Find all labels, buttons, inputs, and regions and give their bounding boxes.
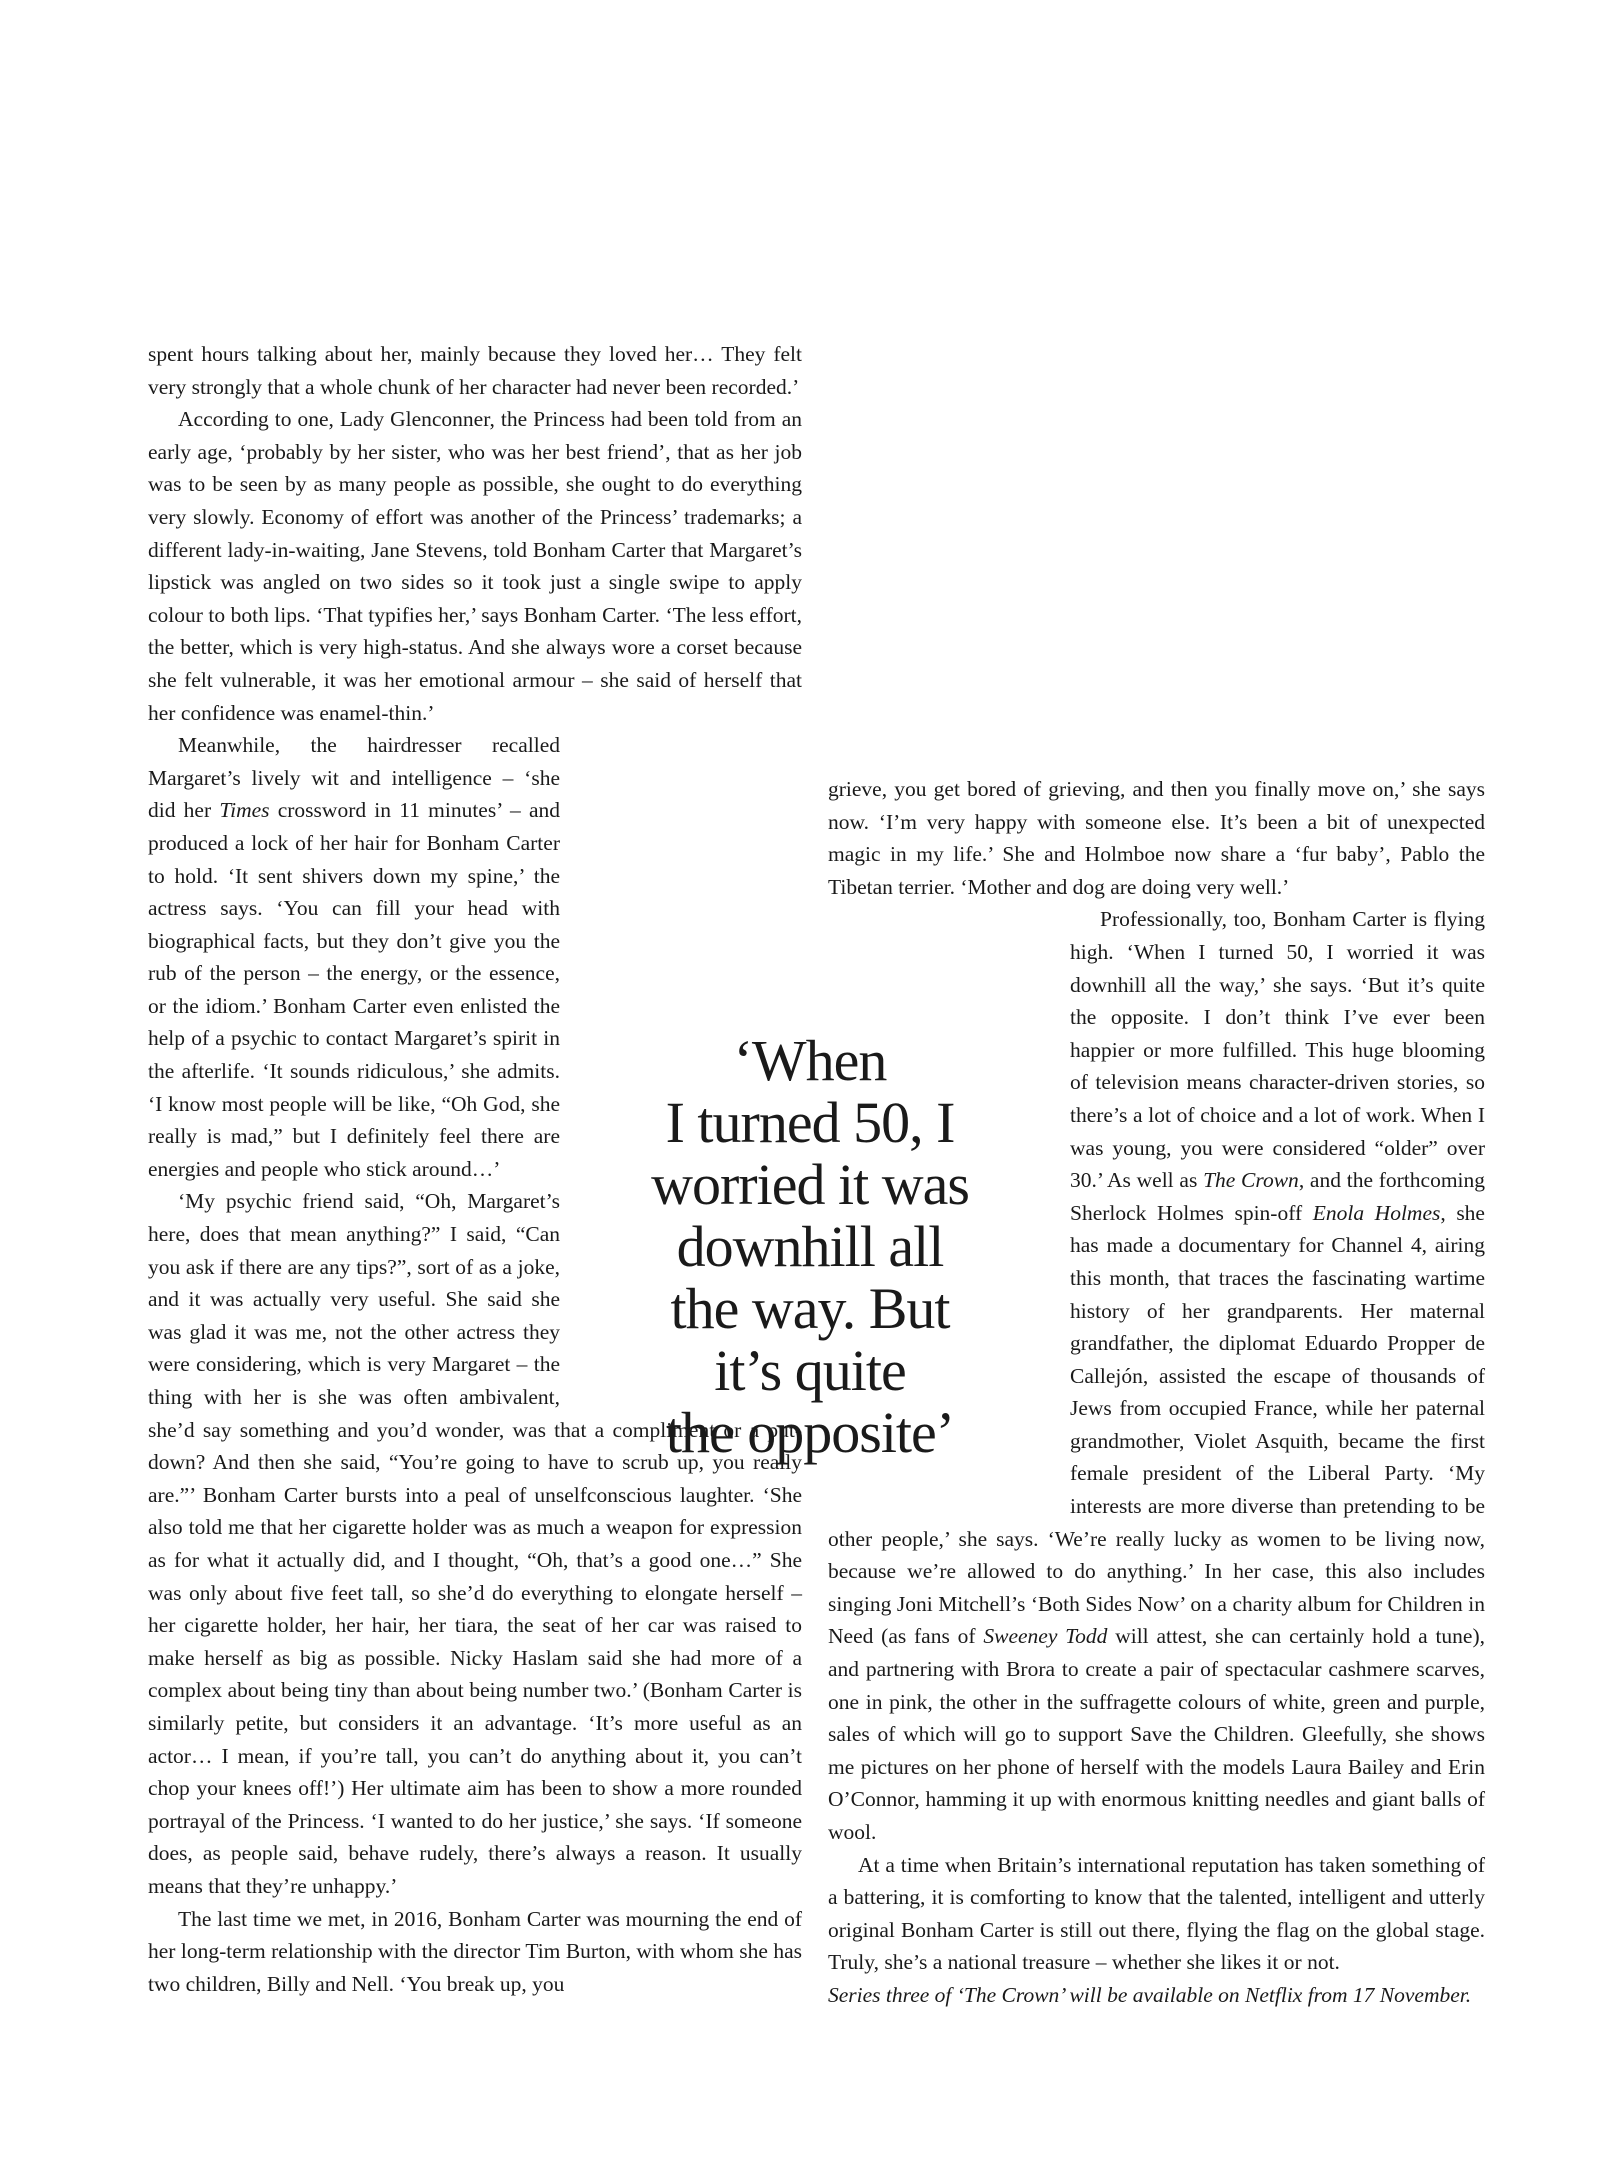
right-paragraph-2-italic-2: Enola Holmes bbox=[1312, 1200, 1441, 1225]
right-paragraph-2-italic-3: Sweeney Todd bbox=[983, 1624, 1108, 1649]
right-column bbox=[828, 773, 1485, 2012]
left-paragraph-3-a: Meanwhile, the hairdresser recalled Margaret’s lively wit and intelligence – ‘she did her bbox=[148, 733, 560, 823]
pull-quote-line: I turned 50, I bbox=[665, 1090, 955, 1155]
left-paragraph-5: The last time we met, in 2016, Bonham Carter was mourning the end of her long-term relationship with the director Tim Burton, with whom she has two children, Billy and Nell. ‘You break up, you bbox=[148, 1906, 802, 1996]
left-paragraph-3-b: crossword in 11 minutes’ – and produced a lock of her hair for Bonham Carter to hold. ‘It sent shivers down my spine,’ the actress says. ‘You can fill your head with biographical facts, but they don’t give you the rub of the person – the energy, or the essence, or the idiom.’ Bonham Carter even enlisted the help of a psychic to contact Margaret’s spirit in the afterlife. ‘It sounds ridiculous,’ she admits. ‘I know most people will be like, “Oh God, she really is mad,” but I definitely feel there are energies and people who stick around…’ bbox=[148, 798, 560, 1181]
left-paragraph-2: According to one, Lady Glenconner, the Princess had been told from an early age, ‘probably by her sister, who was her best friend’, that as her job was to be seen by as many people as possible, she ought to do everything very slowly. Economy of effort was another of the Princess’ trademarks; a different lady-in-waiting, Jane Stevens, told Bonham Carter that Margaret’s lipstick was angled on two sides so it took just a single swipe to apply colour to both lips. ‘That typifies her,’ says Bonham Carter. ‘The less effort, the better, which is very high-status. And she always wore a corset because she felt vulnerable, it was her emotional armour – she said of herself that her confidence was enamel-thin.’ bbox=[148, 407, 802, 725]
right-paragraph-1: grieve, you get bored of grieving, and then you finally move on,’ she says now. ‘I’m very happy with someone else. It’s been a bit of unexpected magic in my life.’ She and Holmboe now share a ‘fur baby’, Pablo the Tibetan terrier. ‘Mother and dog are doing very well.’ bbox=[828, 777, 1485, 899]
pull-quote-line: downhill all bbox=[676, 1214, 944, 1279]
left-paragraph-4: ‘My psychic friend said, “Oh, Margaret’s here, does that mean anything?” I said, “Can you ask if there are any tips?”, sort of as a joke, and it was actually very useful. She said she was glad it was me, not the other actress they were considering, which is very Margaret – the thing with her is she was often ambivalent, she’d say something and you’d wonder, was that a compliment or a put-down? And then she said, “You’re going to have to scrub up, you really are.”’ Bonham Carter bursts into a peal of unselfconscious laughter. ‘She also told me that her cigarette holder was as much a weapon for expression as for what it actually did, and I thought, “Oh, that’s a good one…” She was only about five feet tall, so she’d do everything to elongate herself – her cigarette holder, her hair, her tiara, the seat of her car was raised to make herself as big as possible. Nicky Haslam said she had more of a complex about being tiny than about being number two.’ (Bonham Carter is similarly petite, but considers it an advantage. ‘It’s more useful as an actor… I mean, if you’re tall, you can’t do anything about it, you can’t chop your knees off!’) Her ultimate aim has been to show a more rounded portrayal of the Princess. ‘I wanted to do her justice,’ she says. ‘If someone does, as people said, behave rudely, there’s always a reason. It usually means that they’re unhappy.’ bbox=[148, 1189, 802, 1898]
right-paragraph-2-b: , and the forthcoming Sherlock Holmes spin-off bbox=[1070, 1168, 1486, 1225]
pull-quote-line: worried it was bbox=[651, 1152, 969, 1217]
closing-credit-line: Series three of ‘The Crown’ will be available on Netflix from 17 November. bbox=[828, 1982, 1472, 2007]
right-paragraph-2-a: Professionally, too, Bonham Carter is flying high. ‘When I turned 50, I worried it was downhill all the way,’ she says. ‘But it’s quite the opposite. I don’t think I’ve ever been happier or more fulfilled. This huge blooming of television means character-driven stories, so there’s a lot of choice and a lot of work. When I was young, you were considered “older” over 30.’ As well as bbox=[1070, 907, 1485, 1193]
right-paragraph-2-d: will attest, she can certainly hold a tune), and partnering with Brora to create a pair of spectacular cashmere scarves, one in pink, the other in the suffragette colours of white, green and purple, sales of which will go to support Save the Children. Gleefully, she shows me pictures on her phone of herself with the models Laura Bailey and Erin O’Connor, hamming it up with enormous knitting needles and giant balls of wool. bbox=[828, 1624, 1485, 1844]
right-paragraph-3: At a time when Britain’s international reputation has taken something of a battering, it is comforting to know that the talented, intelligent and utterly original Bonham Carter is still out there, flying the flag on the global stage. Truly, she’s a national treasure – whether she likes it or not. bbox=[828, 1852, 1485, 1975]
pull-quote-line: ‘When bbox=[733, 1028, 887, 1093]
pull-quote-line: it’s quite bbox=[714, 1338, 906, 1403]
pull-quote-line: the opposite’ bbox=[665, 1400, 955, 1465]
right-paragraph-2-c: , she has made a documentary for Channel 4, airing this month, that traces the fascinating wartime history of her grandparents. Her maternal grandfather, the diplomat Eduardo Propper de Callejón, assisted the escape of thousands of Jews from occupied France, while her paternal grandmother, Violet Asquith, became the first female president of the Liberal Party. ‘My interests are more diverse than pretending to be other people,’ she says. ‘We’re really lucky as women to be living now, because we’re allowed to do anything.’ In her case, this also includes singing Joni Mitchell’s ‘Both Sides Now’ on a charity album for Children in Need (as fans of bbox=[828, 1200, 1485, 1649]
left-paragraph-3-italic: Times bbox=[219, 798, 270, 823]
left-paragraph-1: spent hours talking about her, mainly because they loved her… They felt very strongly that a whole chunk of her character had never been recorded.’ bbox=[148, 342, 802, 399]
pullquote-wrap-spacer-right bbox=[828, 968, 1070, 1490]
right-paragraph-2-italic-1: The Crown bbox=[1203, 1168, 1299, 1193]
pull-quote-line: the way. But bbox=[670, 1276, 950, 1341]
